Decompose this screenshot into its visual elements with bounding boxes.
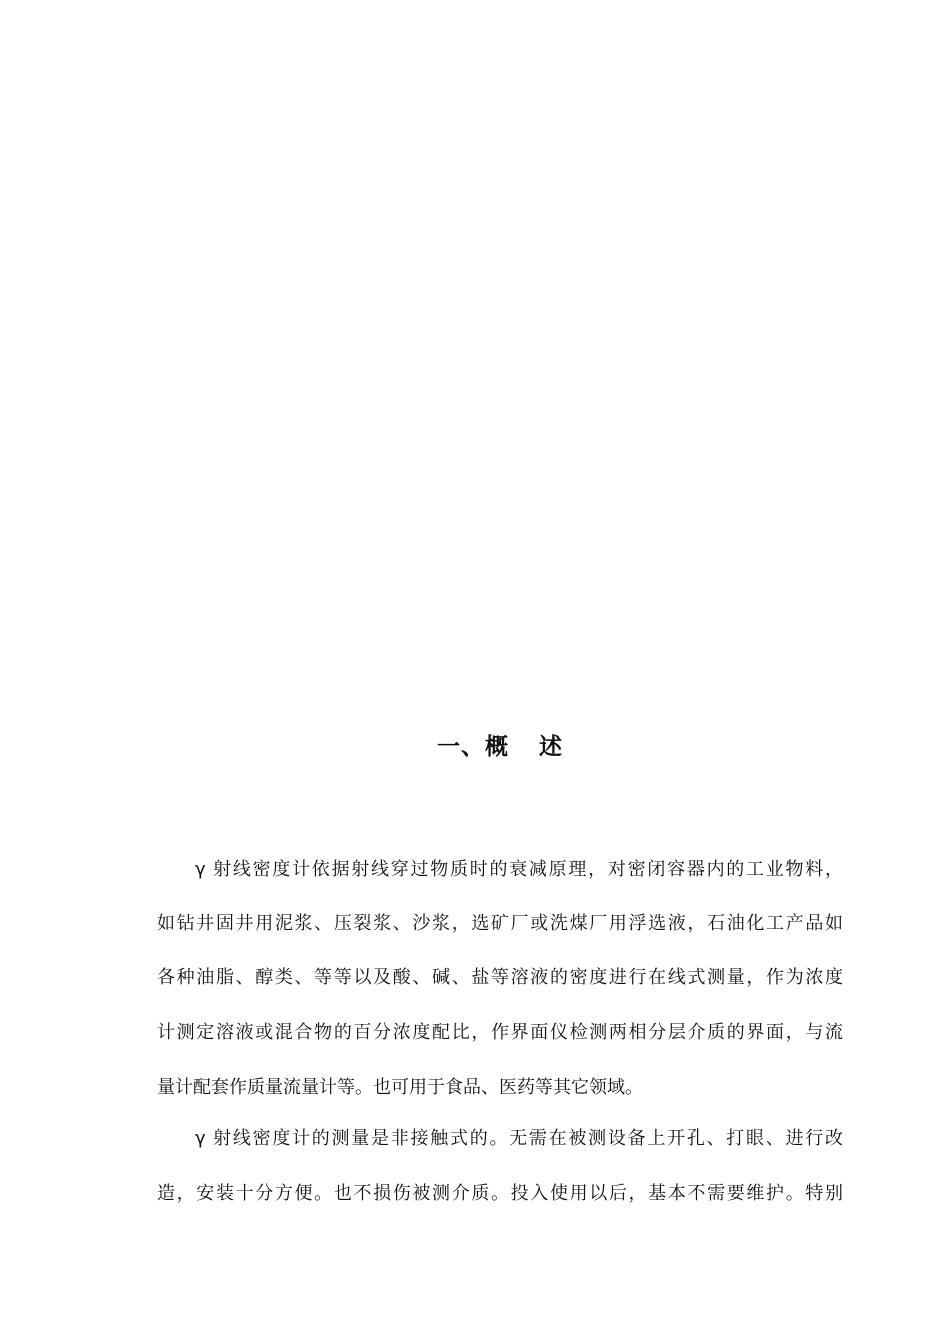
section-heading — [0, 730, 950, 764]
paragraph-line: 如钻井固井用泥浆、压裂浆、沙浆，选矿厂或洗煤厂用浮选液，石油化工产品如 — [157, 913, 843, 934]
paragraph-line: γ 射线密度计的测量是非接触式的。无需在被测设备上开孔、打眼、进行改 — [195, 1128, 843, 1149]
section-number: 一、 — [437, 734, 485, 760]
paragraph-line: γ 射线密度计依据射线穿过物质时的衰减原理，对密闭容器内的工业物料， — [195, 859, 843, 880]
paragraph-line: 量计配套作质量流量计等。也可用于食品、医药等其它领域。 — [157, 1077, 643, 1098]
paragraph-line: 各种油脂、醇类、等等以及酸、碱、盐等溶液的密度进行在线式测量，作为浓度 — [157, 967, 843, 988]
section-title-part1: 概 — [485, 734, 509, 760]
section-title-part2: 述 — [539, 734, 563, 760]
paragraph-line: 计测定溶液或混合物的百分浓度配比，作界面仪检测两相分层介质的界面，与流 — [157, 1022, 843, 1043]
paragraph-line: 造，安装十分方便。也不损伤被测介质。投入使用以后，基本不需要维护。特别 — [157, 1183, 843, 1204]
